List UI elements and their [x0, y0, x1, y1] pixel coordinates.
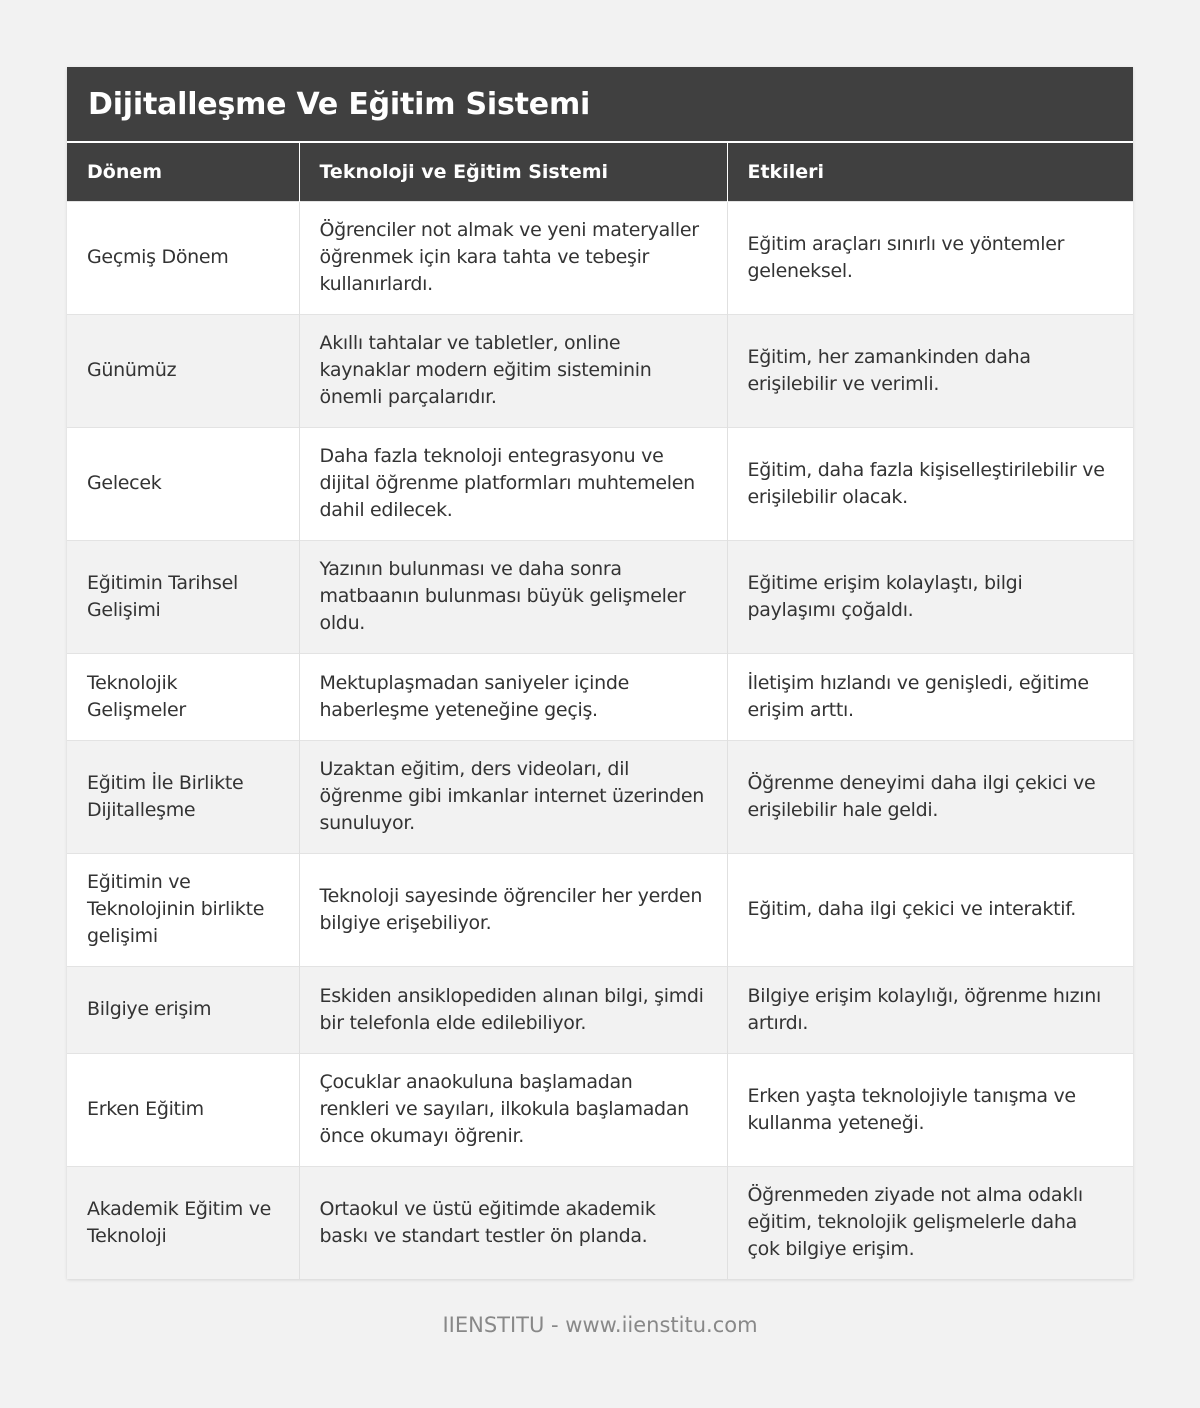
- table-row: [67, 740, 1133, 853]
- table-row: [67, 1166, 1133, 1279]
- table-cell: Öğrenmeden ziyade not alma odaklı eğitim, teknolojik gelişmelerle daha çok bilgiye erişim.: [727, 1166, 1133, 1279]
- table-cell: Eğitim, her zamankinden daha erişilebilir ve verimli.: [727, 314, 1133, 427]
- table-cell: Eğitim araçları sınırlı ve yöntemler geleneksel.: [727, 201, 1133, 314]
- data-table: [67, 143, 1133, 1279]
- table-cell: Mektuplaşmadan saniyeler içinde haberleşme yeteneğine geçiş.: [299, 653, 727, 740]
- table-row: [67, 540, 1133, 653]
- table-cell: Bilgiye erişim: [67, 966, 299, 1053]
- table-cell: Gelecek: [67, 427, 299, 540]
- table-card: [67, 67, 1133, 1279]
- column-header-etkileri: Etkileri: [727, 143, 1133, 201]
- table-cell: Akıllı tahtalar ve tabletler, online kaynaklar modern eğitim sisteminin önemli parçalarıdır.: [299, 314, 727, 427]
- table-row: [67, 853, 1133, 966]
- table-row: [67, 1053, 1133, 1166]
- table-cell: Eğitimin Tarihsel Gelişimi: [67, 540, 299, 653]
- table-cell: Günümüz: [67, 314, 299, 427]
- table-cell: Erken Eğitim: [67, 1053, 299, 1166]
- table-cell: Teknoloji sayesinde öğrenciler her yerden bilgiye erişebiliyor.: [299, 853, 727, 966]
- table-cell: Daha fazla teknoloji entegrasyonu ve dijital öğrenme platformları muhtemelen dahil edilecek.: [299, 427, 727, 540]
- title-bar: [67, 67, 1133, 143]
- table-row: [67, 966, 1133, 1053]
- table-cell: Eğitim, daha fazla kişiselleştirilebilir ve erişilebilir olacak.: [727, 427, 1133, 540]
- table-cell: Uzaktan eğitim, ders videoları, dil öğrenme gibi imkanlar internet üzerinden sunuluyor.: [299, 740, 727, 853]
- table-cell: Eğitim, daha ilgi çekici ve interaktif.: [727, 853, 1133, 966]
- table-cell: Bilgiye erişim kolaylığı, öğrenme hızını artırdı.: [727, 966, 1133, 1053]
- table-cell: Eğitim İle Birlikte Dijitalleşme: [67, 740, 299, 853]
- column-header-donem: Dönem: [67, 143, 299, 201]
- table-cell: Çocuklar anaokuluna başlamadan renkleri ve sayıları, ilkokula başlamadan önce okumayı öğrenir.: [299, 1053, 727, 1166]
- header-row: [67, 143, 1133, 201]
- table-cell: Erken yaşta teknolojiyle tanışma ve kullanma yeteneği.: [727, 1053, 1133, 1166]
- table-cell: Ortaokul ve üstü eğitimde akademik baskı ve standart testler ön planda.: [299, 1166, 727, 1279]
- table-cell: Öğrenme deneyimi daha ilgi çekici ve erişilebilir hale geldi.: [727, 740, 1133, 853]
- table-cell: Eskiden ansiklopediden alınan bilgi, şimdi bir telefonla elde edilebiliyor.: [299, 966, 727, 1053]
- table-row: [67, 653, 1133, 740]
- table-row: [67, 201, 1133, 314]
- table-cell: Geçmiş Dönem: [67, 201, 299, 314]
- table-cell: Teknolojik Gelişmeler: [67, 653, 299, 740]
- table-cell: İletişim hızlandı ve genişledi, eğitime erişim arttı.: [727, 653, 1133, 740]
- page-title: Dijitalleşme Ve Eğitim Sistemi: [88, 86, 591, 122]
- table-row: [67, 427, 1133, 540]
- column-header-teknoloji: Teknoloji ve Eğitim Sistemi: [299, 143, 727, 201]
- table-cell: Eğitime erişim kolaylaştı, bilgi paylaşımı çoğaldı.: [727, 540, 1133, 653]
- table-row: [67, 314, 1133, 427]
- table-cell: Akademik Eğitim ve Teknoloji: [67, 1166, 299, 1279]
- table-cell: Öğrenciler not almak ve yeni materyaller öğrenmek için kara tahta ve tebeşir kullanırlardı.: [299, 201, 727, 314]
- table-cell: Eğitimin ve Teknolojinin birlikte gelişimi: [67, 853, 299, 966]
- table-cell: Yazının bulunması ve daha sonra matbaanın bulunması büyük gelişmeler oldu.: [299, 540, 727, 653]
- footer-credit: IIENSTITU - www.iienstitu.com: [442, 1313, 758, 1337]
